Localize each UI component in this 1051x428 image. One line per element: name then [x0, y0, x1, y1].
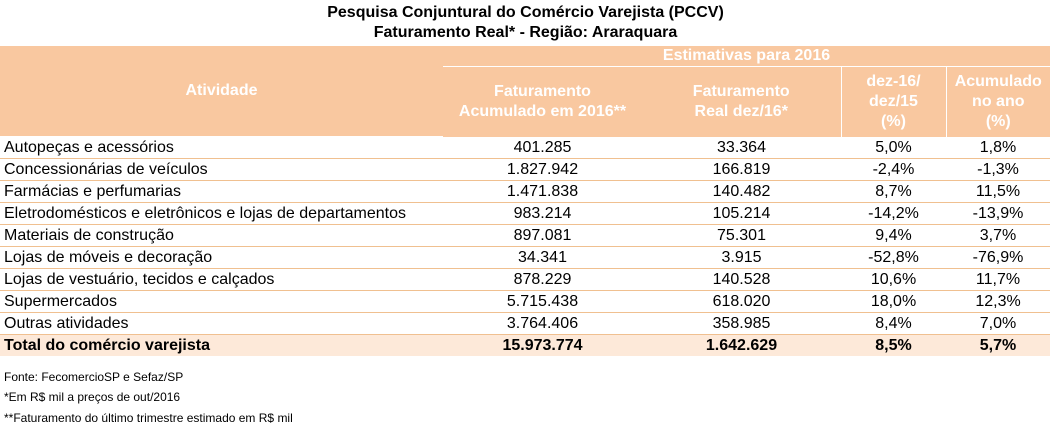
header-accumulated-pct: [946, 67, 1050, 137]
cell-acumulado: 1.471.838: [443, 181, 642, 203]
header-line: (%): [881, 112, 906, 130]
cell-variation: -2,4%: [841, 159, 946, 181]
report-subtitle: Faturamento Real* - Região: Araraquara: [373, 24, 678, 41]
cell-variation: 8,7%: [841, 181, 946, 203]
header-line: Faturamento: [692, 82, 790, 100]
cell-accumulated-pct: 12,3%: [946, 291, 1050, 313]
header-faturamento-acumulado: [443, 67, 642, 137]
total-row: [0, 335, 1050, 357]
header-line: dez/15: [869, 92, 918, 110]
cell-activity: Farmácias e perfumarias: [0, 181, 443, 203]
header-estimates-group: Estimativas para 2016: [443, 46, 1050, 67]
header-line: no ano: [972, 92, 1025, 110]
header-line: Faturamento: [494, 82, 591, 100]
cell-accumulated-pct: 1,8%: [946, 137, 1050, 159]
total-variation: 8,5%: [841, 335, 946, 357]
total-activity: Total do comércio varejista: [0, 335, 443, 357]
cell-variation: 10,6%: [841, 269, 946, 291]
cell-acumulado: 1.827.942: [443, 159, 642, 181]
cell-accumulated-pct: 3,7%: [946, 225, 1050, 247]
revenue-table: [0, 46, 1050, 356]
table-row: [0, 291, 1050, 313]
cell-acumulado: 3.764.406: [443, 313, 642, 335]
cell-real: 3.915: [642, 247, 841, 269]
report-title: Pesquisa Conjuntural do Comércio Varejista (PCCV): [327, 4, 724, 21]
table-row: [0, 313, 1050, 335]
header-variation: [841, 67, 946, 137]
cell-activity: Autopeças e acessórios: [0, 137, 443, 159]
table-row: [0, 225, 1050, 247]
cell-variation: 5,0%: [841, 137, 946, 159]
cell-accumulated-pct: 11,5%: [946, 181, 1050, 203]
cell-acumulado: 34.341: [443, 247, 642, 269]
cell-real: 33.364: [642, 137, 841, 159]
header-faturamento-real: [642, 67, 841, 137]
cell-real: 105.214: [642, 203, 841, 225]
cell-variation: -52,8%: [841, 247, 946, 269]
header-activity: Atividade: [0, 46, 443, 137]
table-row: [0, 247, 1050, 269]
cell-activity: Lojas de móveis e decoração: [0, 247, 443, 269]
footnote-estimate: **Faturamento do último trimestre estimado em R$ mil: [4, 411, 293, 425]
cell-activity: Materiais de construção: [0, 225, 443, 247]
header-line: (%): [985, 112, 1011, 130]
cell-activity: Eletrodomésticos e eletrônicos e lojas de departamentos: [0, 203, 443, 225]
table-row: [0, 269, 1050, 291]
cell-real: 140.528: [642, 269, 841, 291]
cell-activity: Lojas de vestuário, tecidos e calçados: [0, 269, 443, 291]
cell-real: 140.482: [642, 181, 841, 203]
cell-variation: 8,4%: [841, 313, 946, 335]
cell-real: 358.985: [642, 313, 841, 335]
cell-accumulated-pct: -1,3%: [946, 159, 1050, 181]
cell-accumulated-pct: -13,9%: [946, 203, 1050, 225]
source-note: Fonte: FecomercioSP e Sefaz/SP: [4, 370, 184, 384]
cell-acumulado: 878.229: [443, 269, 642, 291]
cell-accumulated-pct: 11,7%: [946, 269, 1050, 291]
table-row: [0, 137, 1050, 159]
cell-real: 618.020: [642, 291, 841, 313]
cell-variation: -14,2%: [841, 203, 946, 225]
cell-accumulated-pct: -76,9%: [946, 247, 1050, 269]
cell-real: 166.819: [642, 159, 841, 181]
cell-acumulado: 5.715.438: [443, 291, 642, 313]
table-row: [0, 181, 1050, 203]
header-line: dez-16/: [866, 72, 921, 90]
cell-acumulado: 983.214: [443, 203, 642, 225]
header-line: Real dez/16*: [694, 102, 788, 120]
table-row: [0, 203, 1050, 225]
cell-activity: Outras atividades: [0, 313, 443, 335]
total-real: 1.642.629: [642, 335, 841, 357]
total-accumulated-pct: 5,7%: [946, 335, 1050, 357]
cell-activity: Supermercados: [0, 291, 443, 313]
cell-real: 75.301: [642, 225, 841, 247]
header-line: Acumulado em 2016**: [458, 102, 627, 120]
total-acumulado: 15.973.774: [443, 335, 642, 357]
cell-accumulated-pct: 7,0%: [946, 313, 1050, 335]
table-body: [0, 137, 1050, 357]
cell-activity: Concessionárias de veículos: [0, 159, 443, 181]
table-header: [0, 46, 1050, 137]
cell-acumulado: 401.285: [443, 137, 642, 159]
cell-variation: 9,4%: [841, 225, 946, 247]
footnote-price-basis: *Em R$ mil a preços de out/2016: [4, 390, 181, 404]
cell-variation: 18,0%: [841, 291, 946, 313]
cell-acumulado: 897.081: [443, 225, 642, 247]
table-row: [0, 159, 1050, 181]
header-line: Acumulado: [954, 72, 1042, 90]
